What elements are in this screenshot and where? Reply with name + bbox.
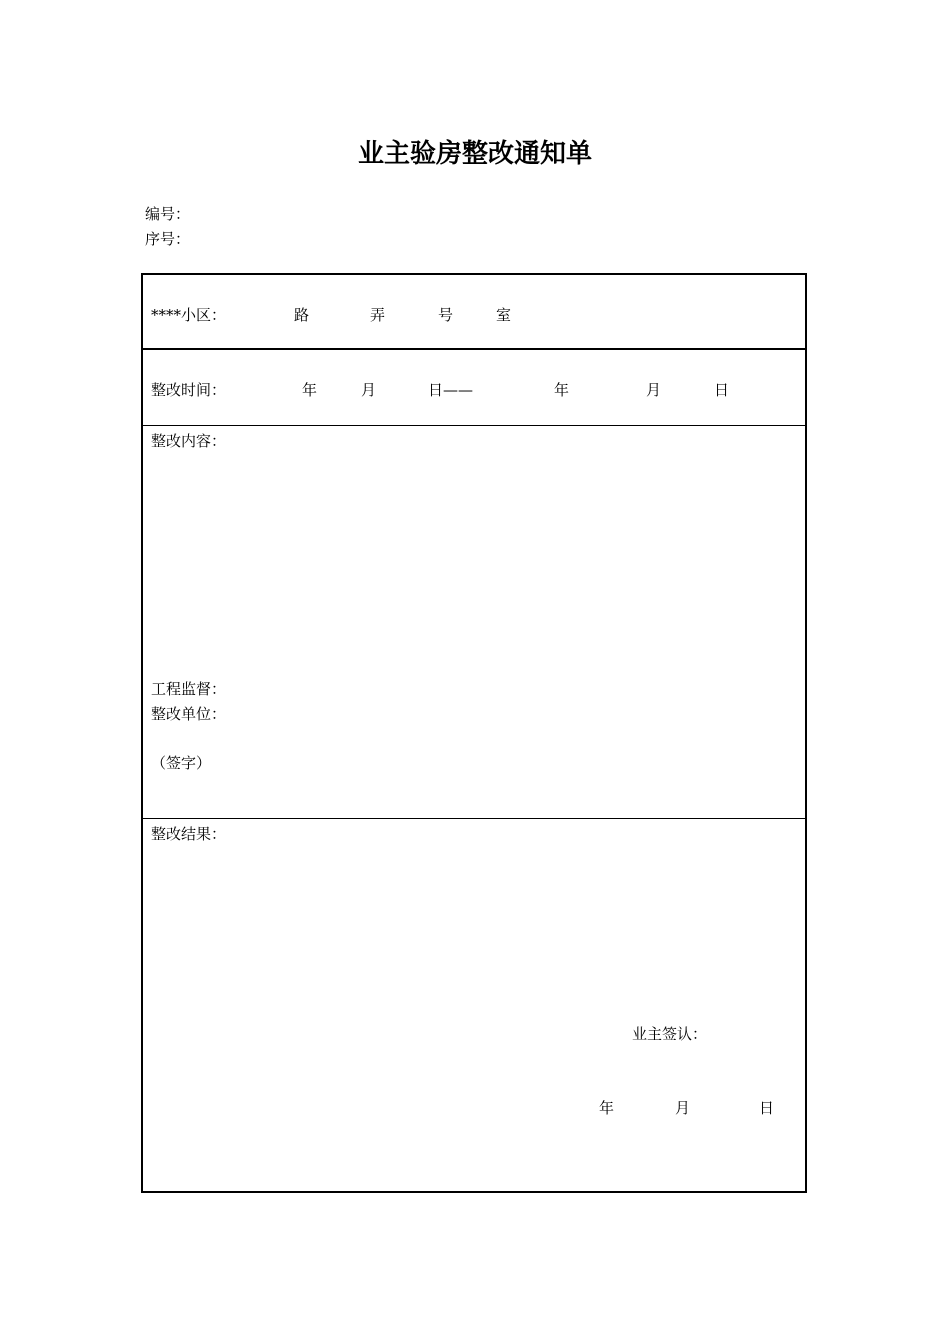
result-month-label: 月 bbox=[675, 1099, 691, 1117]
number-label: 编号： bbox=[145, 205, 191, 223]
end-year-label: 年 bbox=[554, 381, 570, 399]
signature-label: （签字） bbox=[151, 754, 212, 772]
community-label: ****小区： bbox=[151, 306, 227, 324]
rectification-unit-label: 整改单位： bbox=[151, 705, 227, 723]
row-divider bbox=[143, 348, 805, 350]
end-month-label: 月 bbox=[646, 381, 662, 399]
number-unit-label: 号 bbox=[438, 306, 454, 324]
start-day-label: 日—— bbox=[428, 381, 474, 399]
start-year-label: 年 bbox=[302, 381, 318, 399]
result-year-label: 年 bbox=[599, 1099, 615, 1117]
lane-label: 弄 bbox=[370, 306, 386, 324]
room-label: 室 bbox=[496, 306, 512, 324]
rectification-time-label: 整改时间： bbox=[151, 381, 227, 399]
end-day-label: 日 bbox=[714, 381, 730, 399]
row-divider bbox=[143, 818, 805, 819]
document-title: 业主验房整改通知单 bbox=[357, 139, 592, 169]
owner-confirm-label: 业主签认： bbox=[632, 1025, 708, 1043]
result-day-label: 日 bbox=[759, 1099, 775, 1117]
engineering-supervisor-label: 工程监督： bbox=[151, 680, 227, 698]
rectification-form bbox=[141, 273, 807, 1193]
rectification-result-label: 整改结果： bbox=[151, 825, 227, 843]
start-month-label: 月 bbox=[361, 381, 377, 399]
rectification-content-label: 整改内容： bbox=[151, 432, 227, 450]
row-divider bbox=[143, 425, 805, 426]
sequence-label: 序号： bbox=[145, 230, 191, 248]
road-label: 路 bbox=[294, 306, 310, 324]
